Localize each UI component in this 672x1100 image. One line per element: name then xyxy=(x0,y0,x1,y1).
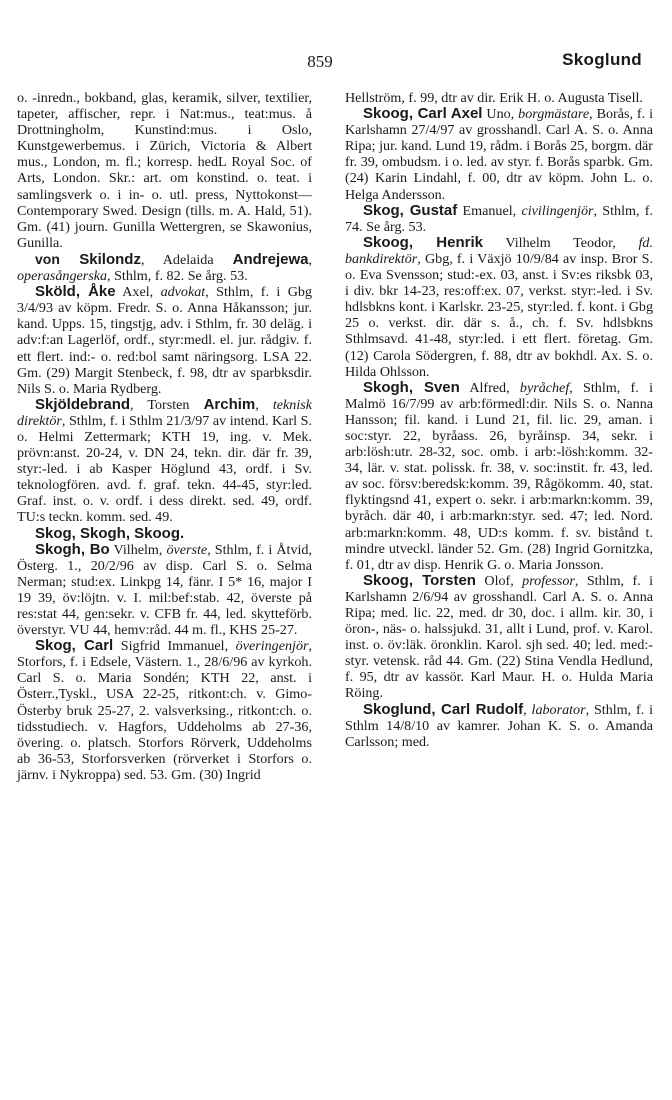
entry-occupation: professor xyxy=(522,572,575,589)
entry-occupation: fd. bankdirektör xyxy=(345,234,653,267)
entry-text: , Sthlm, f. 82. Se årg. 53. xyxy=(107,268,248,285)
entry-occupation: teknisk direktör xyxy=(17,396,313,429)
entry-skogh-sven xyxy=(345,380,653,573)
entry-crossref: Skog, Skogh, Skoog. xyxy=(35,524,185,542)
entry-skoog-carl-axel xyxy=(345,106,653,203)
entry-skoglund-carl xyxy=(345,702,653,750)
running-head: Skoglund xyxy=(562,50,642,69)
entry-occupation: borgmästare xyxy=(518,106,590,123)
entry-given: Axel, xyxy=(115,284,161,301)
entry-continuation xyxy=(345,90,653,106)
entry-headword: Skoog, Torsten xyxy=(363,571,476,589)
entry-given-bold: Andrejewa xyxy=(232,250,309,268)
entry-given-pre: , Torsten xyxy=(130,396,204,413)
entry-text: , Sthlm, f. i Malmö 16/7/99 av arb:förmedl:dir. Nils S. o. Nanna Hansson; fil. kand. i Lund 21, fil. lic. 29, aman. i soc:styr. 22, byråass. 26, byråinsp. 34, sekr. i arb:lösh:utr. 28-32, soc. omb. i arb:-lösh:komm. 32-34, lär. v. stat. polissk. fr. 38, v. soc:instit. fr. 43, led. av soc. försv:beredsk:komm. 39, Rågökomm. 40, stat. flyktingsnd 41, expert o. sekr. i arb:markn:komm. 39, byråch. där 40, i arb:markn:styr. sed. 47; led. Nord. arb:markn:komm. 48, UD:s komm. f. sv. bistånd t. mindre utveckl. länder 52. Gm. (28) Ingrid Gornitzka, f. 01, dtr av disp. Henrik G. o. Maria Jonsson. xyxy=(345,379,653,573)
entry-given: Vilhelm, xyxy=(109,541,167,558)
entry-given: Emanuel, xyxy=(457,202,522,219)
entry-headword: Sköld, Åke xyxy=(35,283,116,301)
entry-headword: Skogh, Bo xyxy=(35,540,110,558)
entry-headword: Skogh, Sven xyxy=(363,378,460,396)
entry-text: , Sthlm, f. i Sthlm 14/8/10 av kamrer. Johan K. S. o. Amanda Carlsson; med. xyxy=(345,701,653,750)
entry-headword: Skjöldebrand xyxy=(35,395,131,413)
page-number: 859 xyxy=(307,52,333,71)
entry-occupation: överste xyxy=(166,541,208,558)
entry-text: , Borås, f. i Karlshamn 27/4/97 av grosshandl. Carl A. S. o. Anna Ripa; jur. kand. Lund 19, rådm. i Borås 25, borgm. där fr. 39, ombudsm. i o. led. av styr. f. Borås sparbk. Gm. (24) Karin Lindahl, f. 00, dtr av köpm. John L. o. Helga Andersson. xyxy=(345,106,653,203)
entry-headword: Skoglund, Carl Rudolf xyxy=(363,700,524,718)
entry-occupation: överingenjör xyxy=(235,638,309,655)
entry-name-prefix: von xyxy=(35,250,80,267)
entry-given-pre: , Adelaida xyxy=(140,251,233,268)
entry-skilondz xyxy=(17,251,312,284)
entry-skold xyxy=(17,284,312,397)
entry-skog-carl xyxy=(17,638,312,783)
entry-text: o. -inredn., bokband, glas, keramik, silver, textilier, tapeter, affischer, repr. i Nat:mus., teat:mus. å Drottningholm, Kunstind:mus. i Oslo, Kunstgewerbemus. i Zürich, Victoria & Albert mus., London, m. fl.; korresp. hedL Royal Soc. of Arts, London. Skr.: art. om konstind. o. teat. i samlingsverk o. i in- o. utl. press, Nyttokonst—Contemporary Swed. Design (tills. m. A. Hald, 51). Gm. (41) journ. Gunilla Wettergren, se Skawonius, Gunilla. xyxy=(17,90,312,251)
entry-headword: Skilondz xyxy=(79,250,141,268)
entry-given: Olof, xyxy=(475,572,523,589)
entry-text: , Sthlm, f. i Karlshamn 2/6/94 av grosshandl. Carl A. S. o. Anna Ripa; med. lic. 22, med. dr 30, doc. i allm. kir. 30, i öron-, näs- o. halssjukd. 31, allt i Lund, prof. v. Karol. inst. o. öv:läk. öronklin. Karol. sjh sed. 40; led. med:-styr. vetensk. råd 44. Gm. (22) Stina Vendla Hedlund, f. 95, dtr av kassör. Karl Maur. H. o. Hulda Maria Röing. xyxy=(345,572,654,702)
entry-given: , xyxy=(523,701,532,718)
entry-headword: Skoog, Carl Axel xyxy=(363,105,483,123)
entry-crossref-skog xyxy=(17,526,312,542)
entry-text: , Sthlm, f. i Gbg 3/4/93 av köpm. Fredr. S. o. Anna Håkansson; jur. kand. Upps. 15, tingstjg, adv. i Sthlm, fr. 30 deläg. i adv:f:an Lagerlöf, ordf., styr:medl. el. jur. rådgiv. f. ett flert. ind:- o. red:bol samt näringsorg. LSA 22. Gm. (29) Margit Stenbeck, f. 98, dtr av sparbksdir. Nils S. o. Maria Rydberg. xyxy=(17,284,312,397)
entry-occupation: laborator xyxy=(531,701,586,718)
entry-continuation xyxy=(17,90,312,251)
entry-given: Vilhelm Teodor, xyxy=(483,234,639,251)
left-column xyxy=(17,90,312,783)
entry-given-bold: Archim xyxy=(203,395,256,413)
entry-text: , Sthlm, f. i Åtvid, Österg. 1., 20/2/96 av disp. Carl S. o. Selma Nerman; stud:ex. Linkpg 14, fänr. I 5* 16, major I 19 39, öv:löjtn. v. I. mil:bef:stab. 42, överste på res:stat 44, gen:sekr. v. CFB fr. 44, led. skytteförb. överstyr. VU 44, hemv:råd. 44 m. fl., KHS 25-27. xyxy=(17,541,312,639)
entry-text: Hellström, f. 99, dtr av dir. Erik H. o. Augusta Tisell. xyxy=(345,90,643,106)
entry-separator: , xyxy=(308,251,312,268)
entry-text: , Sthlm, f. i Sthlm 21/3/97 av intend. Karl S. o. Helmi Zettermark; KTH 19, ing. v. Mek. prövn:anst. 20-24, v. DN 24, tekn. dir. där fr. 39, styr:-led. i ab Kasper Höglund 43, ordf. i Sv. teknologfören. avd. f. graf. tekn. 44-45, styr:led. Graf. inst. o. v. ordf. i dess direkt. sed. 49, ordf. TU:s teckn. komm. sed. 49. xyxy=(17,412,312,526)
entry-occupation: byråchef xyxy=(519,379,570,396)
entry-headword: Skog, Carl xyxy=(35,637,114,655)
entry-skoog-torsten xyxy=(345,573,653,702)
entry-given: Uno, xyxy=(482,106,519,123)
entry-occupation: civilingenjör xyxy=(521,202,594,219)
entry-headword: Skoog, Henrik xyxy=(363,233,483,251)
entry-skoog-henrik xyxy=(345,235,653,380)
entry-separator: , xyxy=(255,396,273,413)
entry-skjoldebrand xyxy=(17,397,312,526)
entry-text: , Gbg, f. i Växjö 10/9/84 av insp. Bror S. o. Eva Svensson; stud:-ex. 03, anst. i Sv:es riksbk 03, i div. bkr 14-23, res:off:ex. 07, verkst. styr:-led. i Sv. hdlsbkns kont. i Karlskr. 23-25, styr:led. f. kont. i Gbg 25 o. verkst. dir. där s. å., ch. f. Sv. hdlsbkns Sthlmsavd. 41-48, styr:led. i ett flert. företag. Gm. (12) Carola Södergren, f. 88, dtr av bokhdl. Ax. S. o. Hilda Ohlsson. xyxy=(345,250,653,380)
entry-occupation: operasångerska xyxy=(17,268,108,285)
entry-given: Alfred, xyxy=(459,379,520,396)
entry-given: Sigfrid Immanuel, xyxy=(113,638,236,655)
entry-text: , Sthlm, f. 74. Se årg. 53. xyxy=(345,202,654,235)
entry-headword: Skog, Gustaf xyxy=(363,201,458,219)
entry-skog-gustaf xyxy=(345,203,653,235)
entry-text: , Storfors, f. i Edsele, Västern. 1., 28/6/96 av kyrkoh. Carl S. o. Maria Sondén; KTH 22, anst. i Österr.,Tyskl., USA 22-25, ritkont:ch. v. Gimo-Österby bruk 25-27, 2. valsverksing., ritkont:ch. o. tidsstudiech. v. Hagfors, Uddeholms ab 27-36, övering. o. platsch. Storfors Rörverk, Uddeholms ab 36-53, Storforsverken (rörverket i Storfors o. järnv. i Nykroppa) sed. 53. Gm. (30) Ingrid xyxy=(17,638,313,783)
entry-skogh-bo xyxy=(17,542,312,639)
entry-occupation: advokat xyxy=(160,284,206,301)
right-column xyxy=(345,90,653,750)
